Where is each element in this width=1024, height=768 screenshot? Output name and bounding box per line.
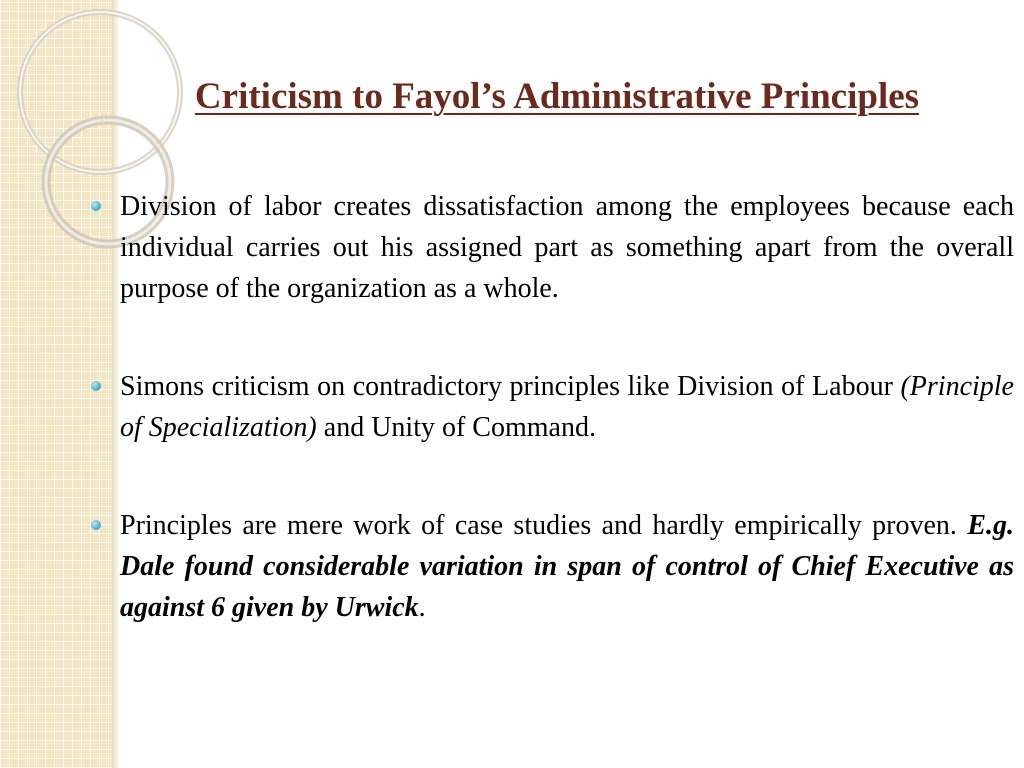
- bullet-item: [88, 186, 1014, 309]
- bullet-text: Simons criticism on contradictory principles like Division of Labour: [120, 371, 901, 402]
- bullet-text-end: .: [418, 592, 426, 623]
- bullet-text-end: and Unity of Command.: [316, 412, 596, 443]
- bullet-text: Division of labor creates dissatisfaction among the employees because each individual carries out his assigned part as something apart from the overall purpose of the organization as a whole.: [120, 191, 1014, 304]
- bullet-italic-text: (Principle of Specialization): [120, 371, 1014, 443]
- bullet-text: Principles are mere work of case studies and hardly empirically proven.: [120, 510, 968, 541]
- bullet-icon: [91, 201, 101, 211]
- bullet-icon: [91, 381, 101, 391]
- bullet-item: [88, 366, 1014, 448]
- bullet-list: [88, 186, 1014, 628]
- slide-title: Criticism to Fayol’s Administrative Principles: [194, 76, 920, 117]
- bullet-item: [88, 505, 1014, 628]
- bullet-bold-italic-text: E.g. Dale found considerable variation in span of control of Chief Executive as against 6 given by Urwick: [120, 510, 1014, 623]
- bullet-icon: [91, 520, 101, 530]
